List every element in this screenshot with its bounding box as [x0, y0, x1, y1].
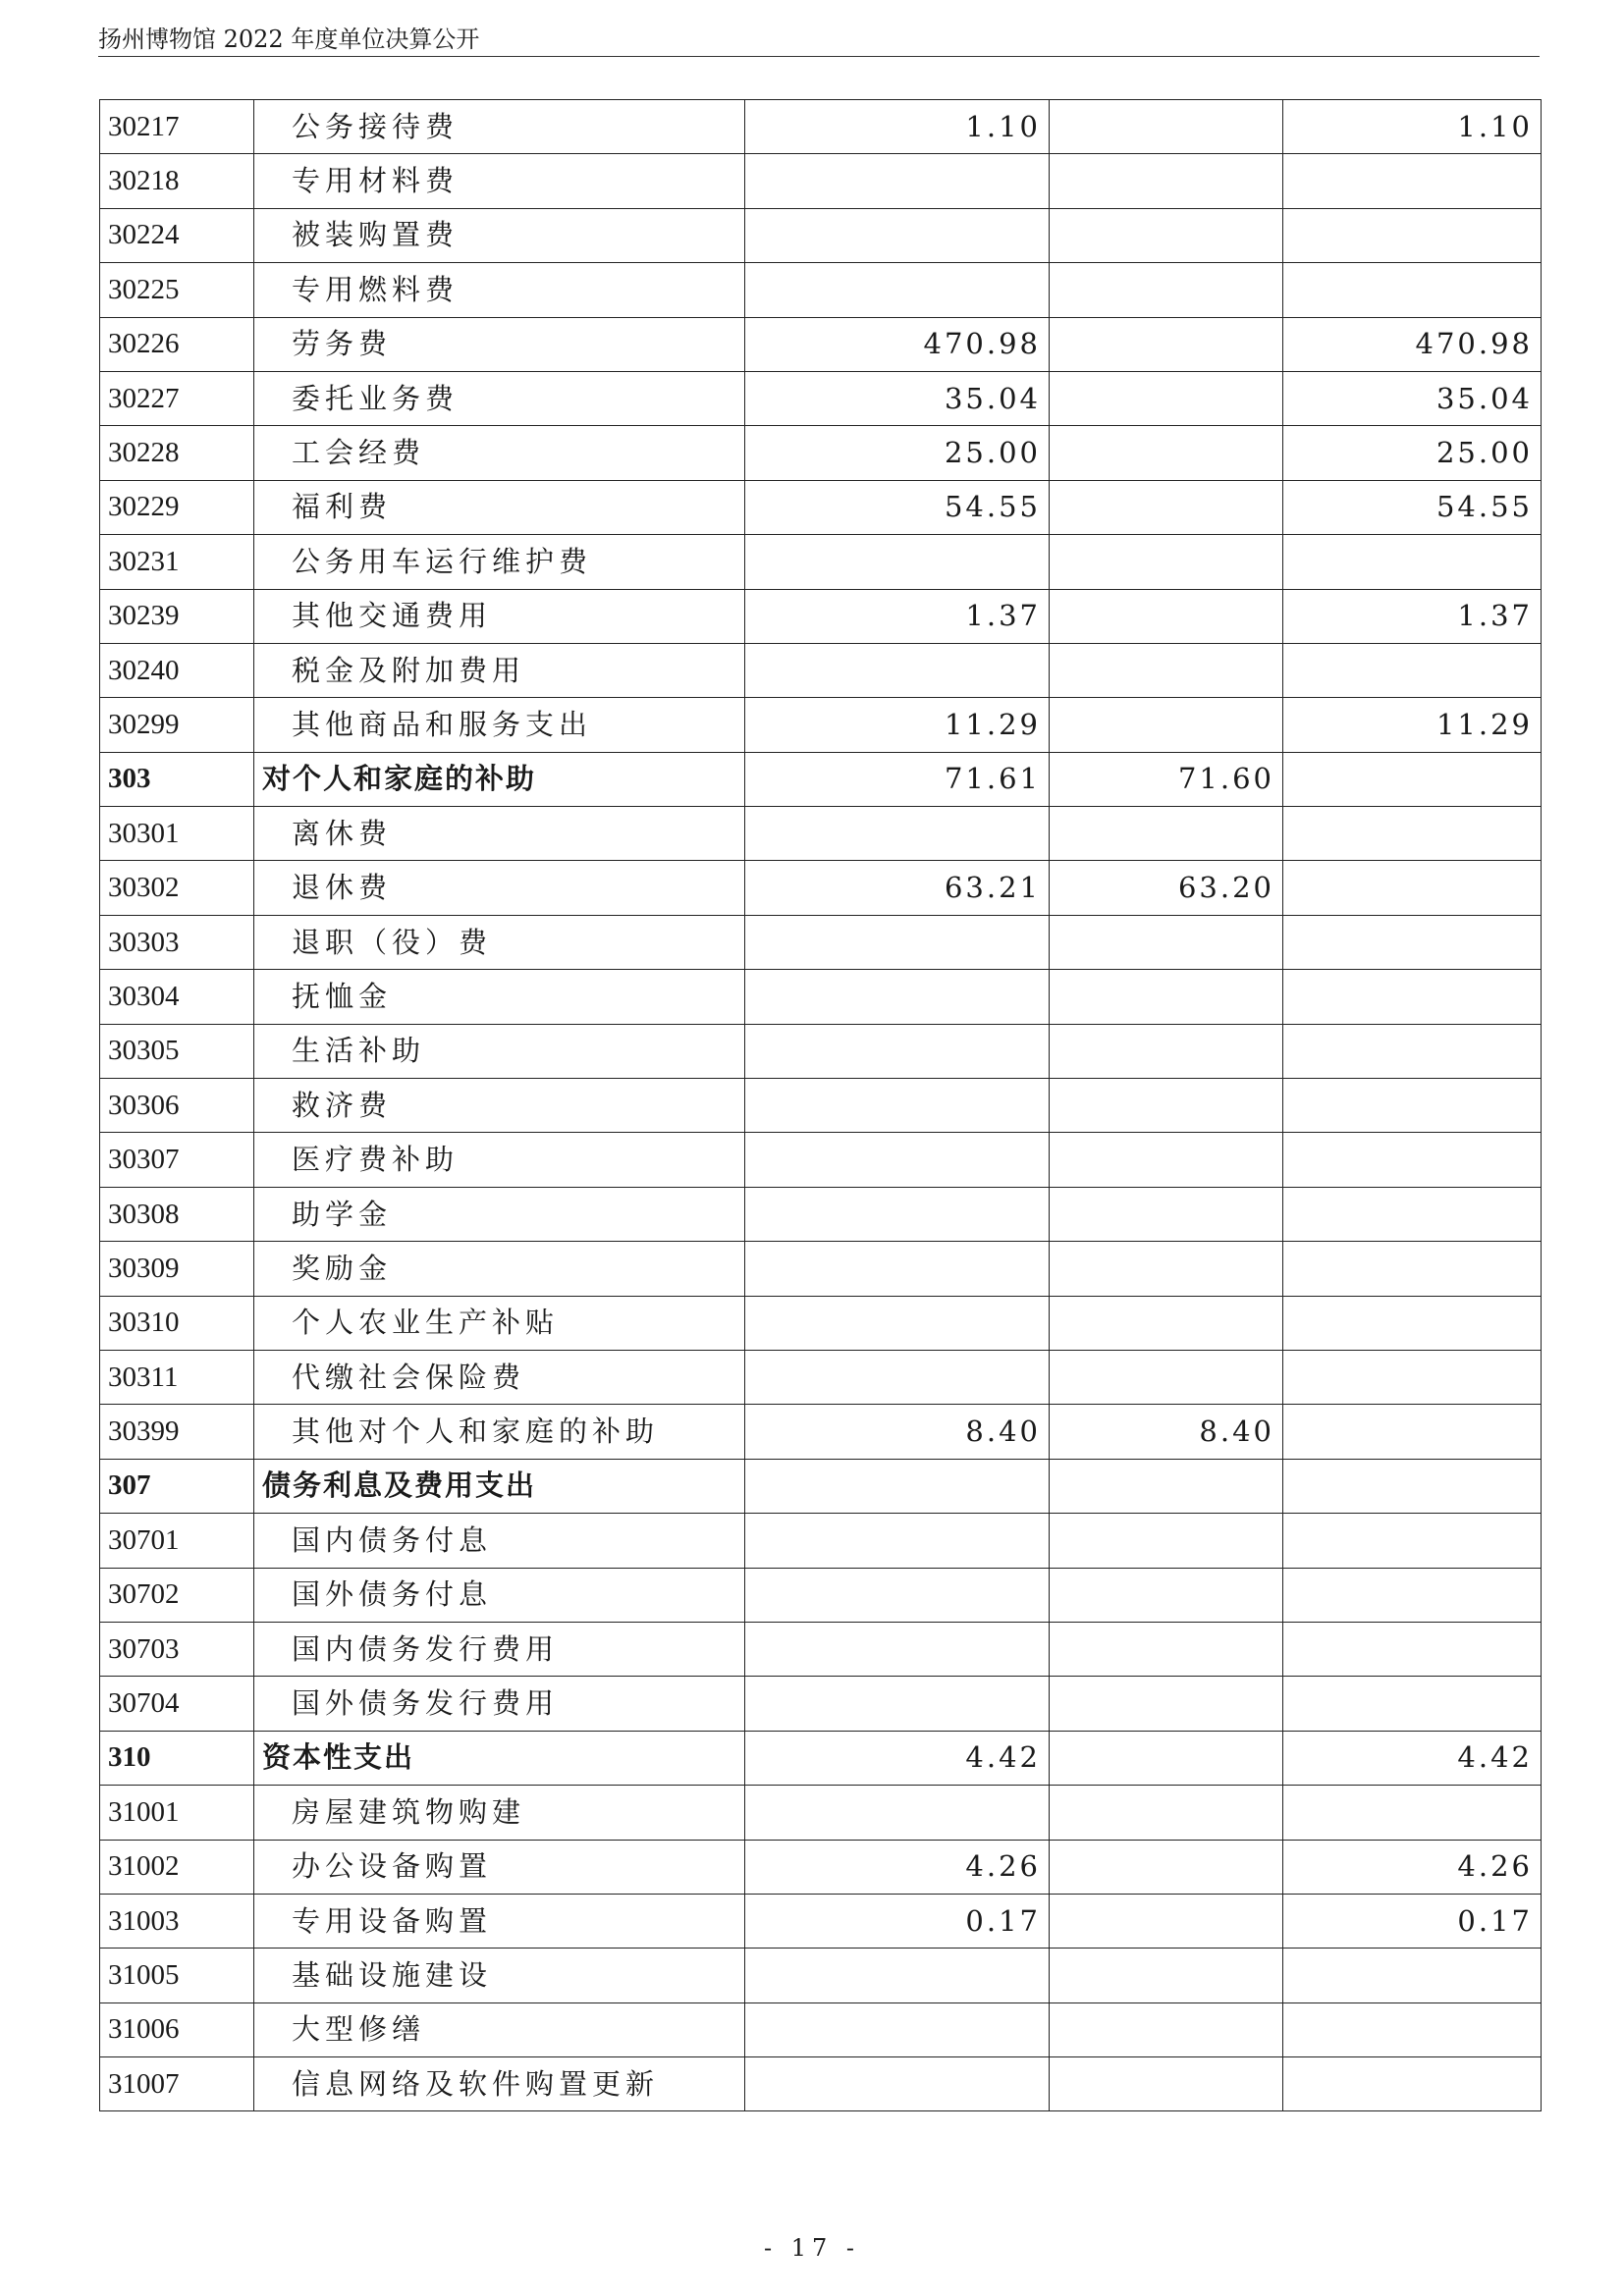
cell-value-1 — [745, 1133, 1050, 1187]
cell-item-name: 个人农业生产补贴 — [254, 1296, 745, 1350]
cell-value-1 — [745, 1786, 1050, 1840]
table-row — [100, 1514, 1542, 1568]
cell-item-name: 税金及附加费用 — [254, 643, 745, 697]
cell-code: 30229 — [100, 480, 254, 534]
cell-value-2 — [1050, 1894, 1283, 1948]
document-title: 扬州博物馆 2022 年度单位决算公开 — [98, 26, 480, 53]
cell-value-2 — [1050, 208, 1283, 262]
cell-code: 30239 — [100, 589, 254, 643]
cell-value-3: 11.29 — [1283, 698, 1542, 752]
cell-value-3 — [1283, 1079, 1542, 1133]
cell-code: 31007 — [100, 2057, 254, 2111]
cell-value-2: 63.20 — [1050, 861, 1283, 915]
cell-value-2 — [1050, 1187, 1283, 1241]
cell-item-name: 专用燃料费 — [254, 263, 745, 317]
cell-value-2 — [1050, 263, 1283, 317]
cell-value-2 — [1050, 2057, 1283, 2111]
cell-code: 30310 — [100, 1296, 254, 1350]
table-row — [100, 1949, 1542, 2002]
table-row — [100, 154, 1542, 208]
cell-code: 30309 — [100, 1242, 254, 1296]
cell-value-3: 1.10 — [1283, 100, 1542, 154]
cell-value-2 — [1050, 1514, 1283, 1568]
cell-value-2 — [1050, 100, 1283, 154]
cell-value-1: 0.17 — [745, 1894, 1050, 1948]
cell-value-3 — [1283, 915, 1542, 969]
cell-value-1 — [745, 1622, 1050, 1676]
table-row — [100, 1405, 1542, 1459]
cell-value-2 — [1050, 915, 1283, 969]
cell-value-3 — [1283, 263, 1542, 317]
cell-value-2 — [1050, 970, 1283, 1024]
table-row — [100, 1622, 1542, 1676]
cell-value-2 — [1050, 426, 1283, 480]
cell-value-1 — [745, 1350, 1050, 1404]
cell-code: 30307 — [100, 1133, 254, 1187]
cell-value-3 — [1283, 1296, 1542, 1350]
cell-value-2 — [1050, 698, 1283, 752]
cell-value-3 — [1283, 2002, 1542, 2056]
cell-value-1 — [745, 1242, 1050, 1296]
cell-code: 30704 — [100, 1677, 254, 1731]
cell-value-1 — [745, 1677, 1050, 1731]
cell-code: 30702 — [100, 1568, 254, 1622]
table-row — [100, 643, 1542, 697]
cell-value-1 — [745, 1024, 1050, 1078]
table-row — [100, 208, 1542, 262]
cell-value-2 — [1050, 1949, 1283, 2002]
expenditure-table — [99, 99, 1542, 2111]
cell-value-1: 1.37 — [745, 589, 1050, 643]
cell-item-name: 大型修缮 — [254, 2002, 745, 2056]
cell-value-3 — [1283, 643, 1542, 697]
cell-value-3 — [1283, 1786, 1542, 1840]
table-row — [100, 100, 1542, 154]
table-row — [100, 752, 1542, 806]
cell-value-3 — [1283, 154, 1542, 208]
cell-value-1 — [745, 915, 1050, 969]
table-row — [100, 371, 1542, 425]
cell-value-3: 35.04 — [1283, 371, 1542, 425]
cell-item-name: 对个人和家庭的补助 — [254, 752, 745, 806]
cell-value-1 — [745, 535, 1050, 589]
cell-value-3: 4.26 — [1283, 1840, 1542, 1894]
cell-item-name: 被装购置费 — [254, 208, 745, 262]
cell-value-1 — [745, 2057, 1050, 2111]
cell-value-3 — [1283, 1024, 1542, 1078]
table-body — [100, 100, 1542, 2111]
cell-value-3 — [1283, 1187, 1542, 1241]
cell-code: 31006 — [100, 2002, 254, 2056]
page-header — [98, 22, 1540, 57]
cell-item-name: 医疗费补助 — [254, 1133, 745, 1187]
cell-value-1 — [745, 643, 1050, 697]
cell-code: 30226 — [100, 317, 254, 371]
cell-item-name: 委托业务费 — [254, 371, 745, 425]
cell-value-2 — [1050, 1622, 1283, 1676]
cell-item-name: 专用设备购置 — [254, 1894, 745, 1948]
cell-code: 30703 — [100, 1622, 254, 1676]
cell-code: 30224 — [100, 208, 254, 262]
cell-item-name: 劳务费 — [254, 317, 745, 371]
cell-value-3 — [1283, 970, 1542, 1024]
cell-value-3: 25.00 — [1283, 426, 1542, 480]
cell-item-name: 债务利息及费用支出 — [254, 1459, 745, 1513]
cell-value-3 — [1283, 1133, 1542, 1187]
cell-value-2 — [1050, 1731, 1283, 1785]
cell-value-2 — [1050, 317, 1283, 371]
cell-item-name: 工会经费 — [254, 426, 745, 480]
cell-code: 30308 — [100, 1187, 254, 1241]
table-row — [100, 1840, 1542, 1894]
cell-item-name: 助学金 — [254, 1187, 745, 1241]
table-row — [100, 535, 1542, 589]
cell-value-3 — [1283, 1459, 1542, 1513]
cell-code: 31005 — [100, 1949, 254, 2002]
cell-value-3 — [1283, 208, 1542, 262]
cell-value-2 — [1050, 1350, 1283, 1404]
table-row — [100, 915, 1542, 969]
cell-value-1: 11.29 — [745, 698, 1050, 752]
cell-value-2 — [1050, 480, 1283, 534]
cell-value-3 — [1283, 1949, 1542, 2002]
cell-code: 31003 — [100, 1894, 254, 1948]
cell-value-1: 8.40 — [745, 1405, 1050, 1459]
table-row — [100, 1242, 1542, 1296]
cell-value-3 — [1283, 1242, 1542, 1296]
table-row — [100, 1187, 1542, 1241]
cell-value-2 — [1050, 2002, 1283, 2056]
table-row — [100, 317, 1542, 371]
cell-value-1 — [745, 970, 1050, 1024]
cell-item-name: 其他对个人和家庭的补助 — [254, 1405, 745, 1459]
cell-item-name: 办公设备购置 — [254, 1840, 745, 1894]
cell-value-3: 4.42 — [1283, 1731, 1542, 1785]
cell-value-1 — [745, 1459, 1050, 1513]
cell-item-name: 基础设施建设 — [254, 1949, 745, 2002]
table-row — [100, 698, 1542, 752]
cell-code: 30399 — [100, 1405, 254, 1459]
cell-item-name: 代缴社会保险费 — [254, 1350, 745, 1404]
cell-item-name: 资本性支出 — [254, 1731, 745, 1785]
cell-code: 303 — [100, 752, 254, 806]
cell-item-name: 房屋建筑物购建 — [254, 1786, 745, 1840]
cell-value-1: 470.98 — [745, 317, 1050, 371]
cell-item-name: 奖励金 — [254, 1242, 745, 1296]
cell-value-3 — [1283, 1568, 1542, 1622]
table-row — [100, 589, 1542, 643]
cell-code: 31002 — [100, 1840, 254, 1894]
cell-value-1: 54.55 — [745, 480, 1050, 534]
cell-value-1 — [745, 154, 1050, 208]
cell-value-1: 63.21 — [745, 861, 1050, 915]
cell-value-3 — [1283, 861, 1542, 915]
cell-value-2 — [1050, 1677, 1283, 1731]
cell-value-3 — [1283, 1622, 1542, 1676]
cell-value-2 — [1050, 1459, 1283, 1513]
table-row — [100, 807, 1542, 861]
cell-value-1 — [745, 1296, 1050, 1350]
cell-value-2 — [1050, 1296, 1283, 1350]
cell-code: 30301 — [100, 807, 254, 861]
cell-code: 30303 — [100, 915, 254, 969]
cell-value-1 — [745, 807, 1050, 861]
table-row — [100, 861, 1542, 915]
cell-value-2 — [1050, 535, 1283, 589]
table-row — [100, 1350, 1542, 1404]
cell-value-2 — [1050, 643, 1283, 697]
table-row — [100, 2057, 1542, 2111]
header-rule — [98, 56, 1540, 57]
cell-value-3 — [1283, 752, 1542, 806]
cell-value-1: 71.61 — [745, 752, 1050, 806]
cell-item-name: 国内债务付息 — [254, 1514, 745, 1568]
cell-item-name: 抚恤金 — [254, 970, 745, 1024]
cell-value-3 — [1283, 1514, 1542, 1568]
table-row — [100, 1731, 1542, 1785]
cell-item-name: 信息网络及软件购置更新 — [254, 2057, 745, 2111]
cell-value-2 — [1050, 1024, 1283, 1078]
cell-value-2 — [1050, 1786, 1283, 1840]
cell-value-3: 1.37 — [1283, 589, 1542, 643]
cell-item-name: 退职（役）费 — [254, 915, 745, 969]
cell-value-2 — [1050, 807, 1283, 861]
cell-code: 31001 — [100, 1786, 254, 1840]
cell-value-3: 470.98 — [1283, 317, 1542, 371]
table-row — [100, 480, 1542, 534]
cell-code: 30305 — [100, 1024, 254, 1078]
table-row — [100, 1786, 1542, 1840]
cell-value-3 — [1283, 1350, 1542, 1404]
table-row — [100, 2002, 1542, 2056]
cell-value-1 — [745, 1079, 1050, 1133]
table-row — [100, 1459, 1542, 1513]
cell-code: 30302 — [100, 861, 254, 915]
cell-value-1 — [745, 1187, 1050, 1241]
table-row — [100, 1677, 1542, 1731]
page-number: - 17 - — [763, 2234, 860, 2262]
cell-item-name: 其他交通费用 — [254, 589, 745, 643]
cell-value-2 — [1050, 589, 1283, 643]
cell-value-1 — [745, 1514, 1050, 1568]
cell-code: 30225 — [100, 263, 254, 317]
cell-value-2 — [1050, 1079, 1283, 1133]
cell-code: 30299 — [100, 698, 254, 752]
cell-code: 30311 — [100, 1350, 254, 1404]
cell-code: 30304 — [100, 970, 254, 1024]
cell-value-1 — [745, 1568, 1050, 1622]
cell-value-1: 4.42 — [745, 1731, 1050, 1785]
cell-value-3 — [1283, 2057, 1542, 2111]
cell-value-1 — [745, 1949, 1050, 2002]
table-row — [100, 1568, 1542, 1622]
cell-value-2 — [1050, 1840, 1283, 1894]
cell-value-3 — [1283, 535, 1542, 589]
cell-code: 30240 — [100, 643, 254, 697]
cell-value-1: 1.10 — [745, 100, 1050, 154]
table-row — [100, 1296, 1542, 1350]
table-row — [100, 970, 1542, 1024]
cell-code: 30701 — [100, 1514, 254, 1568]
table-row — [100, 1133, 1542, 1187]
cell-value-1: 25.00 — [745, 426, 1050, 480]
cell-item-name: 国外债务发行费用 — [254, 1677, 745, 1731]
cell-value-1 — [745, 208, 1050, 262]
table-row — [100, 1024, 1542, 1078]
cell-value-2 — [1050, 1242, 1283, 1296]
table-row — [100, 1079, 1542, 1133]
cell-item-name: 生活补助 — [254, 1024, 745, 1078]
table-row — [100, 1894, 1542, 1948]
cell-code: 30217 — [100, 100, 254, 154]
cell-value-2 — [1050, 154, 1283, 208]
cell-value-3: 54.55 — [1283, 480, 1542, 534]
cell-item-name: 专用材料费 — [254, 154, 745, 208]
cell-item-name: 退休费 — [254, 861, 745, 915]
table-row — [100, 426, 1542, 480]
cell-value-2 — [1050, 1133, 1283, 1187]
cell-code: 30227 — [100, 371, 254, 425]
cell-value-3: 0.17 — [1283, 1894, 1542, 1948]
cell-item-name: 福利费 — [254, 480, 745, 534]
cell-value-2 — [1050, 1568, 1283, 1622]
cell-code: 310 — [100, 1731, 254, 1785]
cell-code: 307 — [100, 1459, 254, 1513]
cell-item-name: 离休费 — [254, 807, 745, 861]
cell-code: 30228 — [100, 426, 254, 480]
cell-value-3 — [1283, 1677, 1542, 1731]
cell-value-2: 71.60 — [1050, 752, 1283, 806]
cell-code: 30231 — [100, 535, 254, 589]
cell-value-3 — [1283, 1405, 1542, 1459]
cell-item-name: 救济费 — [254, 1079, 745, 1133]
cell-value-1 — [745, 263, 1050, 317]
cell-item-name: 国外债务付息 — [254, 1568, 745, 1622]
cell-code: 30306 — [100, 1079, 254, 1133]
cell-value-2 — [1050, 371, 1283, 425]
cell-item-name: 公务接待费 — [254, 100, 745, 154]
cell-value-2: 8.40 — [1050, 1405, 1283, 1459]
cell-item-name: 国内债务发行费用 — [254, 1622, 745, 1676]
cell-code: 30218 — [100, 154, 254, 208]
cell-value-1: 35.04 — [745, 371, 1050, 425]
cell-value-3 — [1283, 807, 1542, 861]
cell-value-1 — [745, 2002, 1050, 2056]
cell-item-name: 公务用车运行维护费 — [254, 535, 745, 589]
cell-item-name: 其他商品和服务支出 — [254, 698, 745, 752]
cell-value-1: 4.26 — [745, 1840, 1050, 1894]
table-row — [100, 263, 1542, 317]
